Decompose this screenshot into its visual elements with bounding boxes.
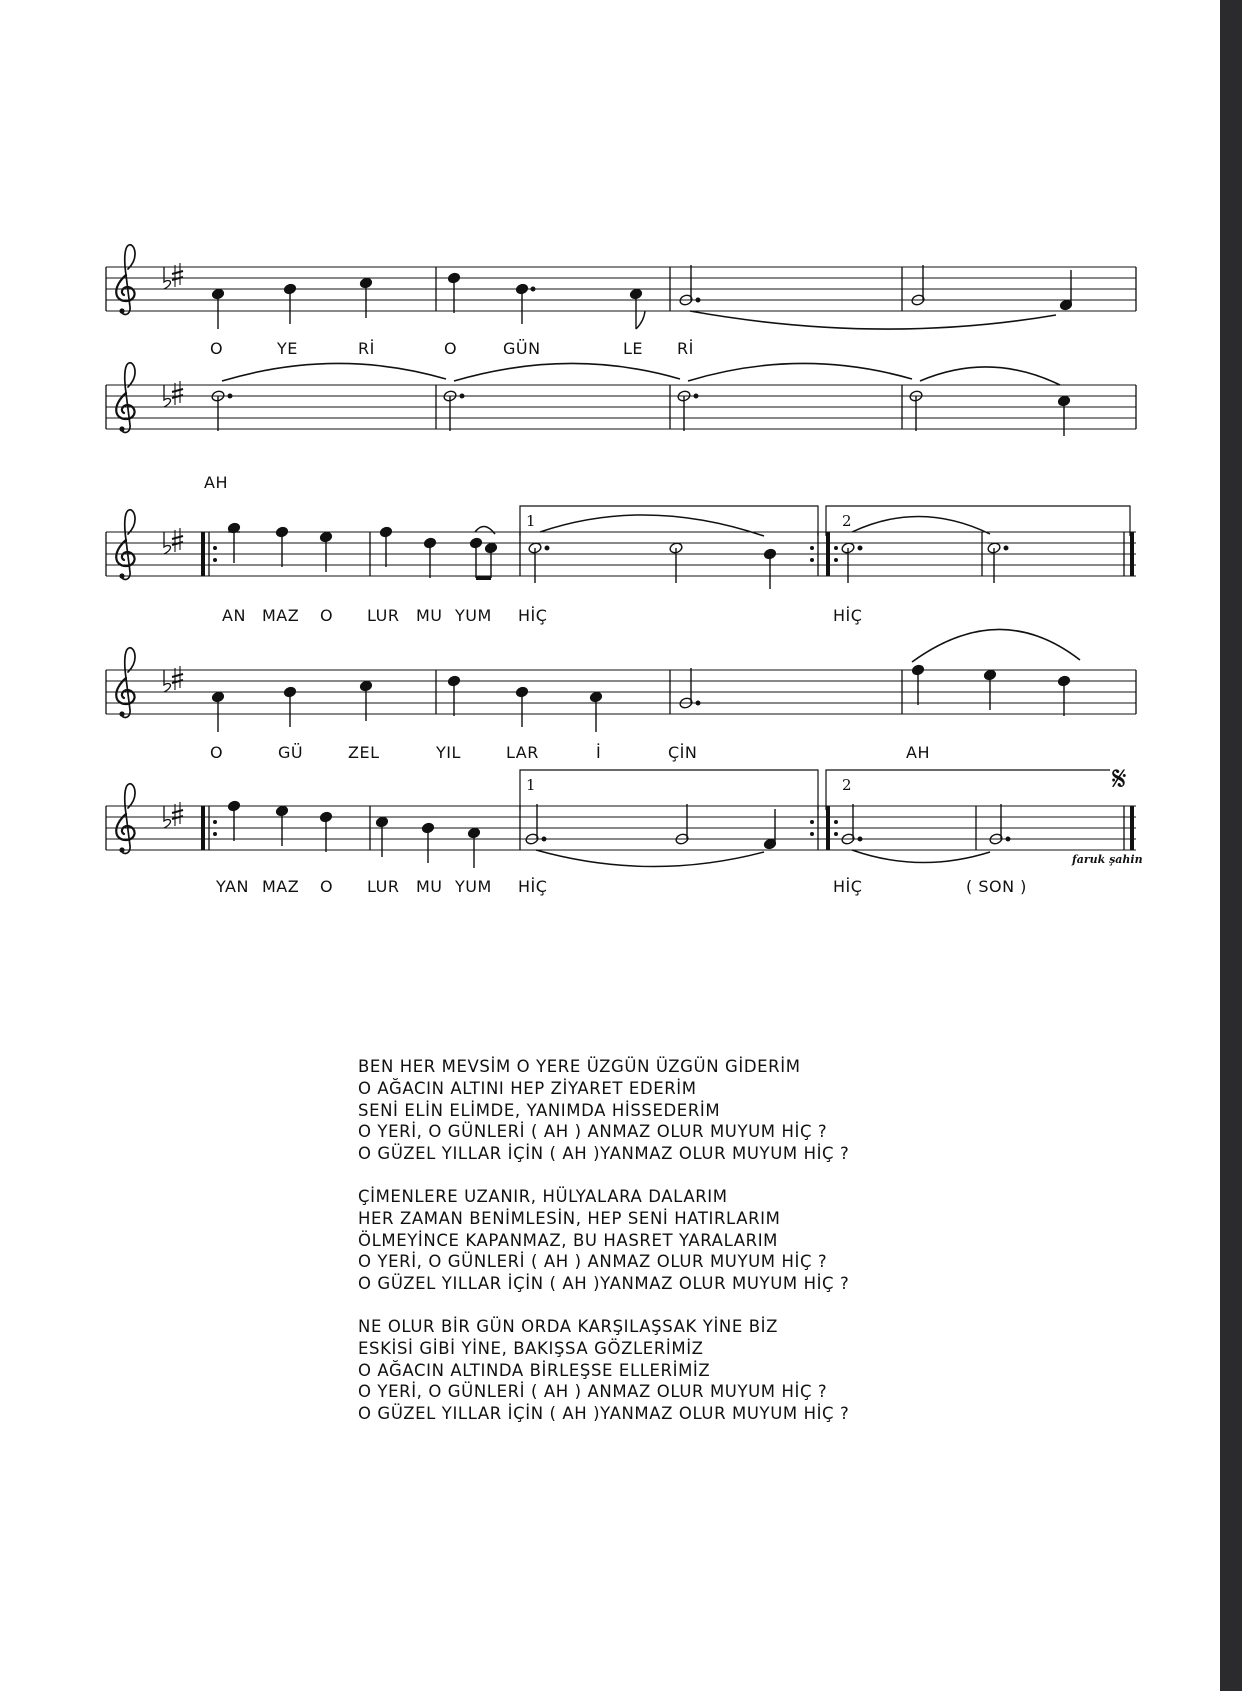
- volta-2-label: 2: [842, 776, 852, 794]
- poem-line: O YERİ, O GÜNLERİ ( AH ) ANMAZ OLUR MUYUM HİÇ ?: [358, 1122, 828, 1142]
- lyric-syllable: GÜ: [278, 743, 304, 762]
- treble-clef-icon: [116, 510, 135, 580]
- tie: [690, 311, 1056, 329]
- lyric-syllable: YUM: [455, 606, 492, 625]
- volta-1-label: 1: [526, 776, 536, 794]
- lyrics: [210, 339, 694, 358]
- system-2: [106, 363, 1136, 492]
- poem-line: O AĞACIN ALTINI HEP ZİYARET EDERİM: [358, 1078, 697, 1098]
- ties: [536, 850, 990, 867]
- lyrics: [222, 606, 862, 625]
- poem-line: HER ZAMAN BENİMLESİN, HEP SENİ HATIRLARIM: [358, 1208, 781, 1228]
- volta-2-label: 2: [842, 512, 852, 530]
- lyric-syllable: AH: [204, 473, 228, 492]
- system-5: [106, 759, 1143, 896]
- treble-clef-icon: [116, 363, 135, 433]
- lyric-syllable: O: [210, 339, 224, 358]
- volta-brackets: [520, 770, 1110, 810]
- ties: [222, 363, 1060, 385]
- lyric-syllable: AH: [906, 743, 930, 762]
- lyric-syllable: HİÇ: [833, 606, 863, 625]
- lyric-syllable: LUR: [367, 606, 400, 625]
- lyric-syllable: ZEL: [348, 743, 380, 762]
- lyric-syllable: ÇİN: [668, 743, 698, 762]
- staff-lines: [106, 670, 1136, 714]
- treble-clef-icon: [116, 784, 135, 854]
- lyric-syllable: GÜN: [503, 339, 541, 358]
- lyric-syllable: HİÇ: [518, 877, 548, 896]
- lyric-syllable: HİÇ: [518, 606, 548, 625]
- slurs: [475, 515, 990, 536]
- signature: faruk şahin: [1072, 853, 1143, 866]
- poem-line: ESKİSİ GİBİ YİNE, BAKIŞSA GÖZLERİMİZ: [358, 1338, 704, 1358]
- lyric-syllable: MAZ: [262, 877, 300, 896]
- lyric-syllable: LAR: [506, 743, 539, 762]
- lyric-syllable: Rİ: [358, 339, 375, 358]
- system-4: [106, 629, 1136, 762]
- poem-line: ÇİMENLERE UZANIR, HÜLYALARA DALARIM: [358, 1186, 728, 1206]
- poem-line: NE OLUR BİR GÜN ORDA KARŞILAŞSAK YİNE BİZ: [358, 1316, 779, 1336]
- lyrics: [215, 877, 1027, 896]
- lyric-son: ( SON ): [966, 877, 1027, 896]
- lyric-syllable: MU: [416, 877, 443, 896]
- lyric-syllable: MU: [416, 606, 443, 625]
- volta-1-label: 1: [526, 512, 536, 530]
- poem-line: O GÜZEL YILLAR İÇİN ( AH )YANMAZ OLUR MUYUM HİÇ ?: [358, 1274, 850, 1294]
- segno-icon: 𝄋: [1112, 759, 1127, 799]
- poem-line: O YERİ, O GÜNLERİ ( AH ) ANMAZ OLUR MUYUM HİÇ ?: [358, 1252, 828, 1272]
- stanza-2: [358, 1186, 849, 1295]
- lyric-syllable: İ: [596, 743, 602, 762]
- poem-line: SENİ ELİN ELİMDE, YANIMDA HİSSEDERİM: [358, 1100, 721, 1120]
- stanza-3: [358, 1316, 849, 1425]
- lyric-syllable: O: [444, 339, 458, 358]
- staff-lines: [106, 385, 1136, 429]
- lyric-syllable: HİÇ: [833, 877, 863, 896]
- poem-line: BEN HER MEVSİM O YERE ÜZGÜN ÜZGÜN GİDERİM: [358, 1057, 801, 1076]
- lyric-syllable: O: [210, 743, 224, 762]
- lyric-syllable: YE: [277, 339, 298, 358]
- slur: [912, 629, 1080, 662]
- lyric-syllable: MAZ: [262, 606, 300, 625]
- poem-lyrics: [358, 1056, 849, 1446]
- poem-line: ÖLMEYİNCE KAPANMAZ, BU HASRET YARALARIM: [358, 1230, 778, 1250]
- lyric-syllable: YAN: [216, 877, 249, 896]
- lyric-syllable: YIL: [436, 743, 461, 762]
- system-1: [106, 245, 1136, 358]
- lyric-syllable: AN: [222, 606, 246, 625]
- staff-lines: [106, 806, 1136, 850]
- lyric-syllable: LUR: [367, 877, 400, 896]
- poem-line: O GÜZEL YILLAR İÇİN ( AH )YANMAZ OLUR MUYUM HİÇ ?: [358, 1404, 850, 1424]
- notes: [227, 800, 1009, 868]
- system-3: [106, 506, 1136, 625]
- notes: [211, 664, 1070, 732]
- lyrics: [210, 743, 930, 762]
- staff-lines: [106, 267, 1136, 311]
- lyric-syllable: O: [320, 877, 334, 896]
- poem-line: O AĞACIN ALTINDA BİRLEŞSE ELLERİMİZ: [358, 1360, 711, 1380]
- treble-clef-icon: [116, 648, 135, 718]
- poem-line: O GÜZEL YILLAR İÇİN ( AH )YANMAZ OLUR MUYUM HİÇ ?: [358, 1144, 850, 1164]
- stanza-1: [358, 1056, 849, 1165]
- lyric-syllable: LE: [623, 339, 644, 358]
- treble-clef-icon: [116, 245, 135, 315]
- lyric-syllable: YUM: [455, 877, 492, 896]
- lyric-syllable: O: [320, 606, 334, 625]
- lyric-syllable: Rİ: [677, 339, 694, 358]
- notes: [211, 265, 1072, 329]
- poem-line: O YERİ, O GÜNLERİ ( AH ) ANMAZ OLUR MUYUM HİÇ ?: [358, 1382, 828, 1402]
